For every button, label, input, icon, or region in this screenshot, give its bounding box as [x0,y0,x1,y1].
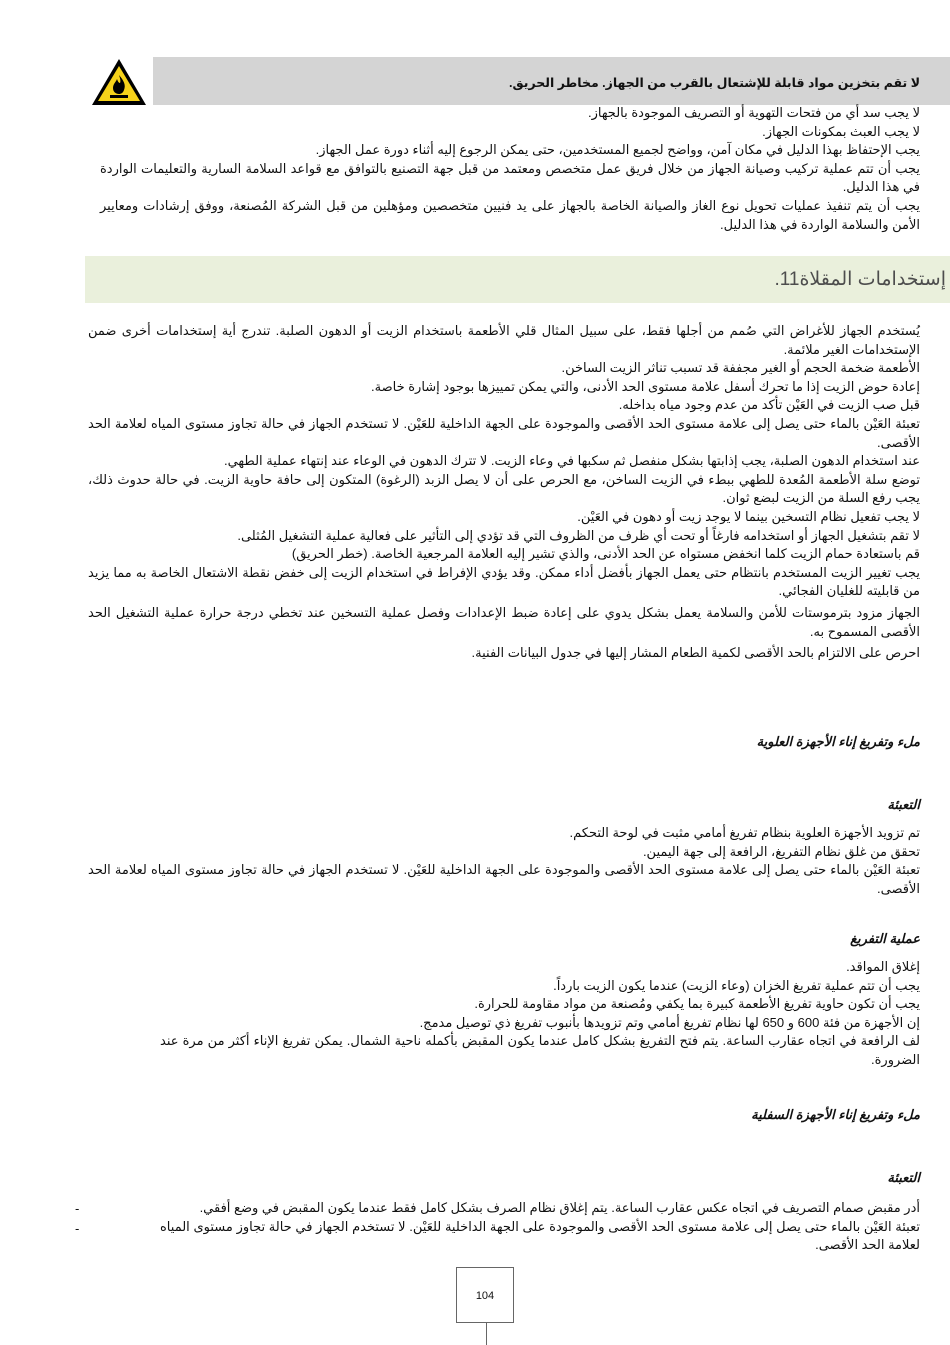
upper-fill-paragraphs [88,824,920,898]
lower-fill-heading: التعبئة [887,1170,920,1185]
usage-line: لا تقم بتشغيل الجهاز أو استخدامه فارغاً أو تحت أي ظرف من الظروف التي قد تؤدي إلى التأثير على فعالية عملية التشغيل المُثلى. [237,527,920,543]
section-title: إستخدامات المقلاة [799,269,946,290]
intro-line: يجب الإحتفاظ بهذا الدليل في مكان آمن، وواضح لجميع المستخدمين، حتى يمكن الرجوع إليه أثناء دورة عمل الجهاز. [315,142,920,158]
list-bullet: - [75,1201,80,1216]
lower-fill-line: أدر مقبض صمام التصريف في اتجاه عكس عقارب الساعة. يتم إغلاق نظام الصرف بشكل كامل فقط عندما يكون المقبض في وضع أفقي. [199,1200,920,1215]
upper-drain-heading: عملية التفريغ [850,931,920,946]
upper-fill-heading: التعبئة [887,797,920,812]
list-bullet: - [75,1221,80,1236]
lower-fill-line: تعبئة العَيْن بالماء حتى يصل إلى علامة مستوى الحد الأقصى والموجودة على الجهة الداخلية للعَيْن. لا تستخدم الجهاز في حالة تجاوز مستوى المياه لعلامة الحد الأقصى. [160,1218,920,1253]
upper-drain-line: إن الأجهزة من فئة 600 و 650 لها نظام تفريغ أمامي وتم تزويدها بأنبوب تفريغ ذي توصيل مدمج. [419,1014,920,1030]
usage-line: قم باستعادة حمام الزيت كلما انخفض مستواه عن الحد الأدنى، والذي تشير إليه العلامة المرجعية الخاصة. (خطر الحريق) [291,546,920,562]
usage-line: عند استخدام الدهون الصلبة، يجب إذابتها بشكل منفصل ثم سكبها في وعاء الزيت. لا تترك الدهون في الوعاء عند إنتهاء عملية الطهي. [223,453,920,469]
upper-drain-line: يجب أن تتم عملية تفريغ الخزان (وعاء الزيت) عندما يكون الزيت بارداً. [553,977,920,993]
usage-line: احرص على الالتزام بالحد الأقصى لكمية الطعام المشار إليها في جدول البيانات الفنية. [471,645,920,661]
intro-line: يجب أن تتم عملية تركيب وصيانة الجهاز من خلال فريق عمل متخصص ومعتمد من قبل جهة التصنيع بالتوافق مع قواعد السلامة السارية والتعليمات الواردة في هذا الدليل. [100,160,920,195]
section-number: 11. [774,269,800,290]
page-number-box [456,1267,514,1323]
intro-paragraphs [100,104,920,234]
upper-heading: ملء وتفريغ إناء الأجهزة العلوية [756,734,920,749]
usage-line: الأطعمة ضخمة الحجم أو الغير مجففة قد تسبب تناثر الزيت الساخن. [561,360,920,376]
usage-line: توضع سلة الأطعمة المُعدة للطهي ببطء في الزيت الساخن، مع الحرص على أن لا يصل الزبد (الرغوة) المتكون إلى حافة حاوية الزيت. في حالة حدوث ذلك، يجب رفع السلة من الزيت لبضع ثوان. [88,471,920,506]
upper-drain-line: يجب أن تكون حاوية تفريغ الأطعمة كبيرة بما يكفي ومُصنعة من مواد مقاومة للحرارة. [474,996,920,1012]
usage-line: الجهاز مزود بترموستات للأمن والسلامة يعمل بشكل يدوي على إعادة ضبط الإعدادات وفصل عملية التسخين عند تخطي درجة حرارة عملية التشغيل الحد الأقصى المسموح به. [88,604,920,639]
upper-drain-line: لف الرافعة في اتجاه عقارب الساعة. يتم فتح التفريغ بشكل كامل عندما يكون المقبض بأكمله ناحية الشمال. يمكن تفريغ الإناء أكثر من مرة عند الضرورة. [160,1033,920,1067]
page-number-connector [486,1323,487,1345]
intro-line: لا يجب العبث بمكونات الجهاز. [762,123,920,139]
warning-text: لا تقم بتخزين مواد قابلة للإشتعال بالقرب من الجهاز. مخاطر الحريق. [509,76,920,90]
upper-drain-paragraphs [160,958,920,1070]
upper-drain-line: إغلاق المواقد. [846,959,920,974]
usage-line: تعبئة العَيْن بالماء حتى يصل إلى علامة مستوى الحد الأقصى والموجودة على الجهة الداخلية للعَيْن. لا تستخدم الجهاز في حالة تجاوز مستوى المياه لعلامة الحد الأقصى. [88,415,920,450]
lower-fill-paragraphs [160,1199,920,1255]
intro-line: لا يجب سد أي من فتحات التهوية أو التصريف الموجودة بالجهاز. [587,105,920,120]
intro-line: يجب أن يتم تنفيذ عمليات تحويل نوع الغاز والصيانة الخاصة بالجهاز على يد فنيين متخصصين ومؤهلين من قبل الشركة المُصنعة، ووفق إرشادات ومعايير الأمن والسلامة الواردة في هذا الدليل. [100,197,920,232]
usage-line: قبل صب الزيت في العَيْن تأكد من عدم وجود مياه بداخله. [618,397,920,413]
page-number: 104 [475,1290,495,1302]
usage-paragraphs [88,322,920,663]
lower-heading: ملء وتفريغ إناء الأجهزة السفلية [751,1107,920,1122]
warning-banner [153,57,950,105]
usage-line: يجب تغيير الزيت المستخدم بانتظام حتى يعمل الجهاز بأفضل أداء ممكن. وقد يؤدي الإفراط في استخدام الزيت إلى خفض نقطة الاشتعال الخاصة به مما يزيد من قابليته للغليان الفجائي. [88,564,920,599]
upper-fill-line: تحقق من غلق نظام التفريغ، الرافعة إلى جهة اليمين. [642,843,920,859]
usage-line: يُستخدم الجهاز للأغراض التي صُمم من أجلها فقط، على سبيل المثال قلي الأطعمة باستخدام الزيت أو الدهون الصلبة. تندرج أية إستخدامات أخرى ضمن الإستخدامات الغير ملائمة. [88,323,920,357]
flammable-warning-icon [90,57,148,107]
upper-fill-line: تعبئة العَيْن بالماء حتى يصل إلى علامة مستوى الحد الأقصى والموجودة على الجهة الداخلية للعَيْن. لا تستخدم الجهاز في حالة تجاوز مستوى المياه لعلامة الحد الأقصى. [88,862,920,896]
usage-line: لا يجب تفعيل نظام التسخين بينما لا يوجد زيت أو دهون في العَيْن. [577,508,920,524]
usage-line: إعادة حوض الزيت إذا ما تحرك أسفل علامة مستوى الحد الأدنى، والتي يمكن تمييزها بوجود إشارة خاصة. [371,378,920,394]
upper-fill-line: تم تزويد الأجهزة العلوية بنظام تفريغ أمامي مثبت في لوحة التحكم. [569,825,920,840]
section-header [85,256,950,303]
